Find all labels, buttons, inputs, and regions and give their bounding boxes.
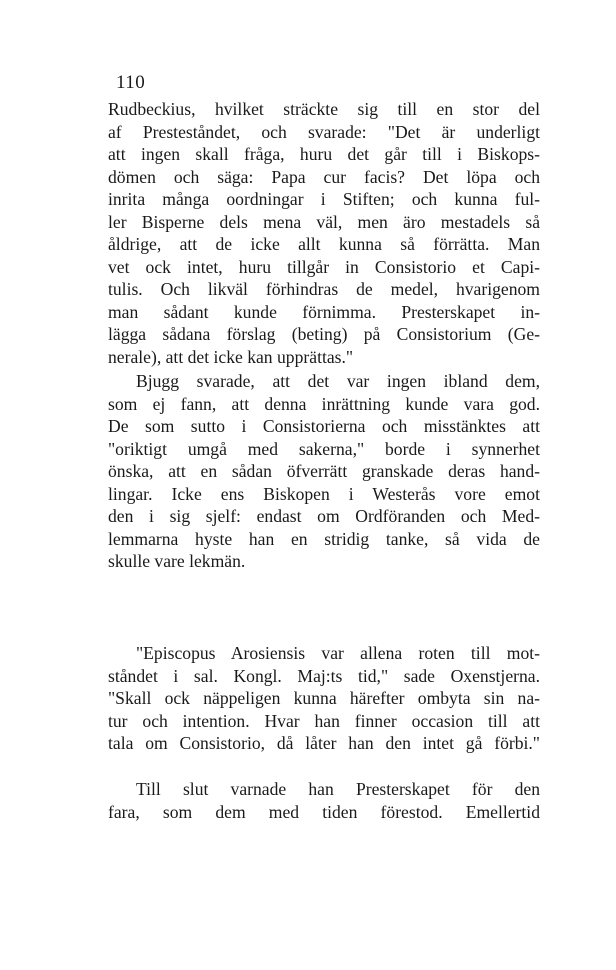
text-line: fara, som dem med tiden förestod. Emellertid: [108, 801, 540, 822]
text-line: åldrige, att de icke allt kunna så förrätta. Man: [108, 234, 540, 254]
text-line: inrita många oordningar i Stiften; och kunna ful-: [108, 189, 540, 209]
text-line: De som sutto i Consistorierna och misstänktes att: [108, 416, 540, 436]
text-line: man sådant kunde förnimma. Presterskapet in-: [108, 301, 540, 322]
text-line: önska, att en sådan öfverrätt granskade deras hand-: [108, 461, 540, 481]
text-line: skulle vare lekmän.: [108, 551, 246, 571]
text-line: den i sig sjelf: endast om Ordföranden och Med-: [108, 506, 540, 526]
text-line: "Skall ock näppeligen kunna härefter ombyta sin na-: [108, 688, 540, 708]
text-line: lemmarna hyste han en stridig tanke, så vida de: [108, 528, 540, 549]
text-line: tur och intention. Hvar han finner occasion till att: [108, 710, 540, 731]
text-line: tulis. Och likväl förhindras de medel, hvarigenom: [108, 279, 540, 299]
text-line: Bjugg svarade, att det var ingen ibland dem,: [136, 371, 540, 391]
paragraph-4: [108, 778, 540, 823]
text-line: som ej fann, att denna inrättning kunde vara god.: [108, 393, 540, 414]
text-line: vet ock intet, huru tillgår in Consistorio et Capi-: [108, 256, 540, 277]
text-line: nerale), att det icke kan upprättas.": [108, 346, 354, 367]
paragraph-2: [108, 370, 540, 573]
paragraph-1: [108, 98, 540, 368]
text-line: af Presteståndet, och svarade: "Det är underligt: [108, 121, 540, 142]
text-line: tala om Consistorio, då låter han den intet gå förbi.": [108, 733, 540, 753]
paragraph-3: [108, 642, 540, 755]
page-number: 110: [116, 72, 146, 93]
text-line: "Episcopus Arosiensis var allena roten till mot-: [136, 643, 540, 663]
text-line: Rudbeckius, hvilket sträckte sig till en stor del: [108, 99, 540, 119]
text-line: att ingen skall fråga, huru det går till i Biskops-: [108, 144, 540, 164]
text-line: ler Bisperne dels mena väl, men äro mestadels så: [108, 211, 540, 232]
text-line: dömen och säga: Papa cur facis? Det löpa och: [108, 166, 540, 187]
text-line: ståndet i sal. Kongl. Maj:ts tid," sade Oxenstjerna.: [108, 665, 540, 686]
text-line: "oriktigt umgå med sakerna," borde i synnerhet: [108, 438, 540, 459]
text-line: Till slut varnade han Presterskapet för den: [136, 779, 540, 799]
text-line: lägga sådana förslag (beting) på Consistorium (Ge-: [108, 324, 540, 344]
text-line: lingar. Icke ens Biskopen i Westerås vore emot: [108, 483, 540, 504]
